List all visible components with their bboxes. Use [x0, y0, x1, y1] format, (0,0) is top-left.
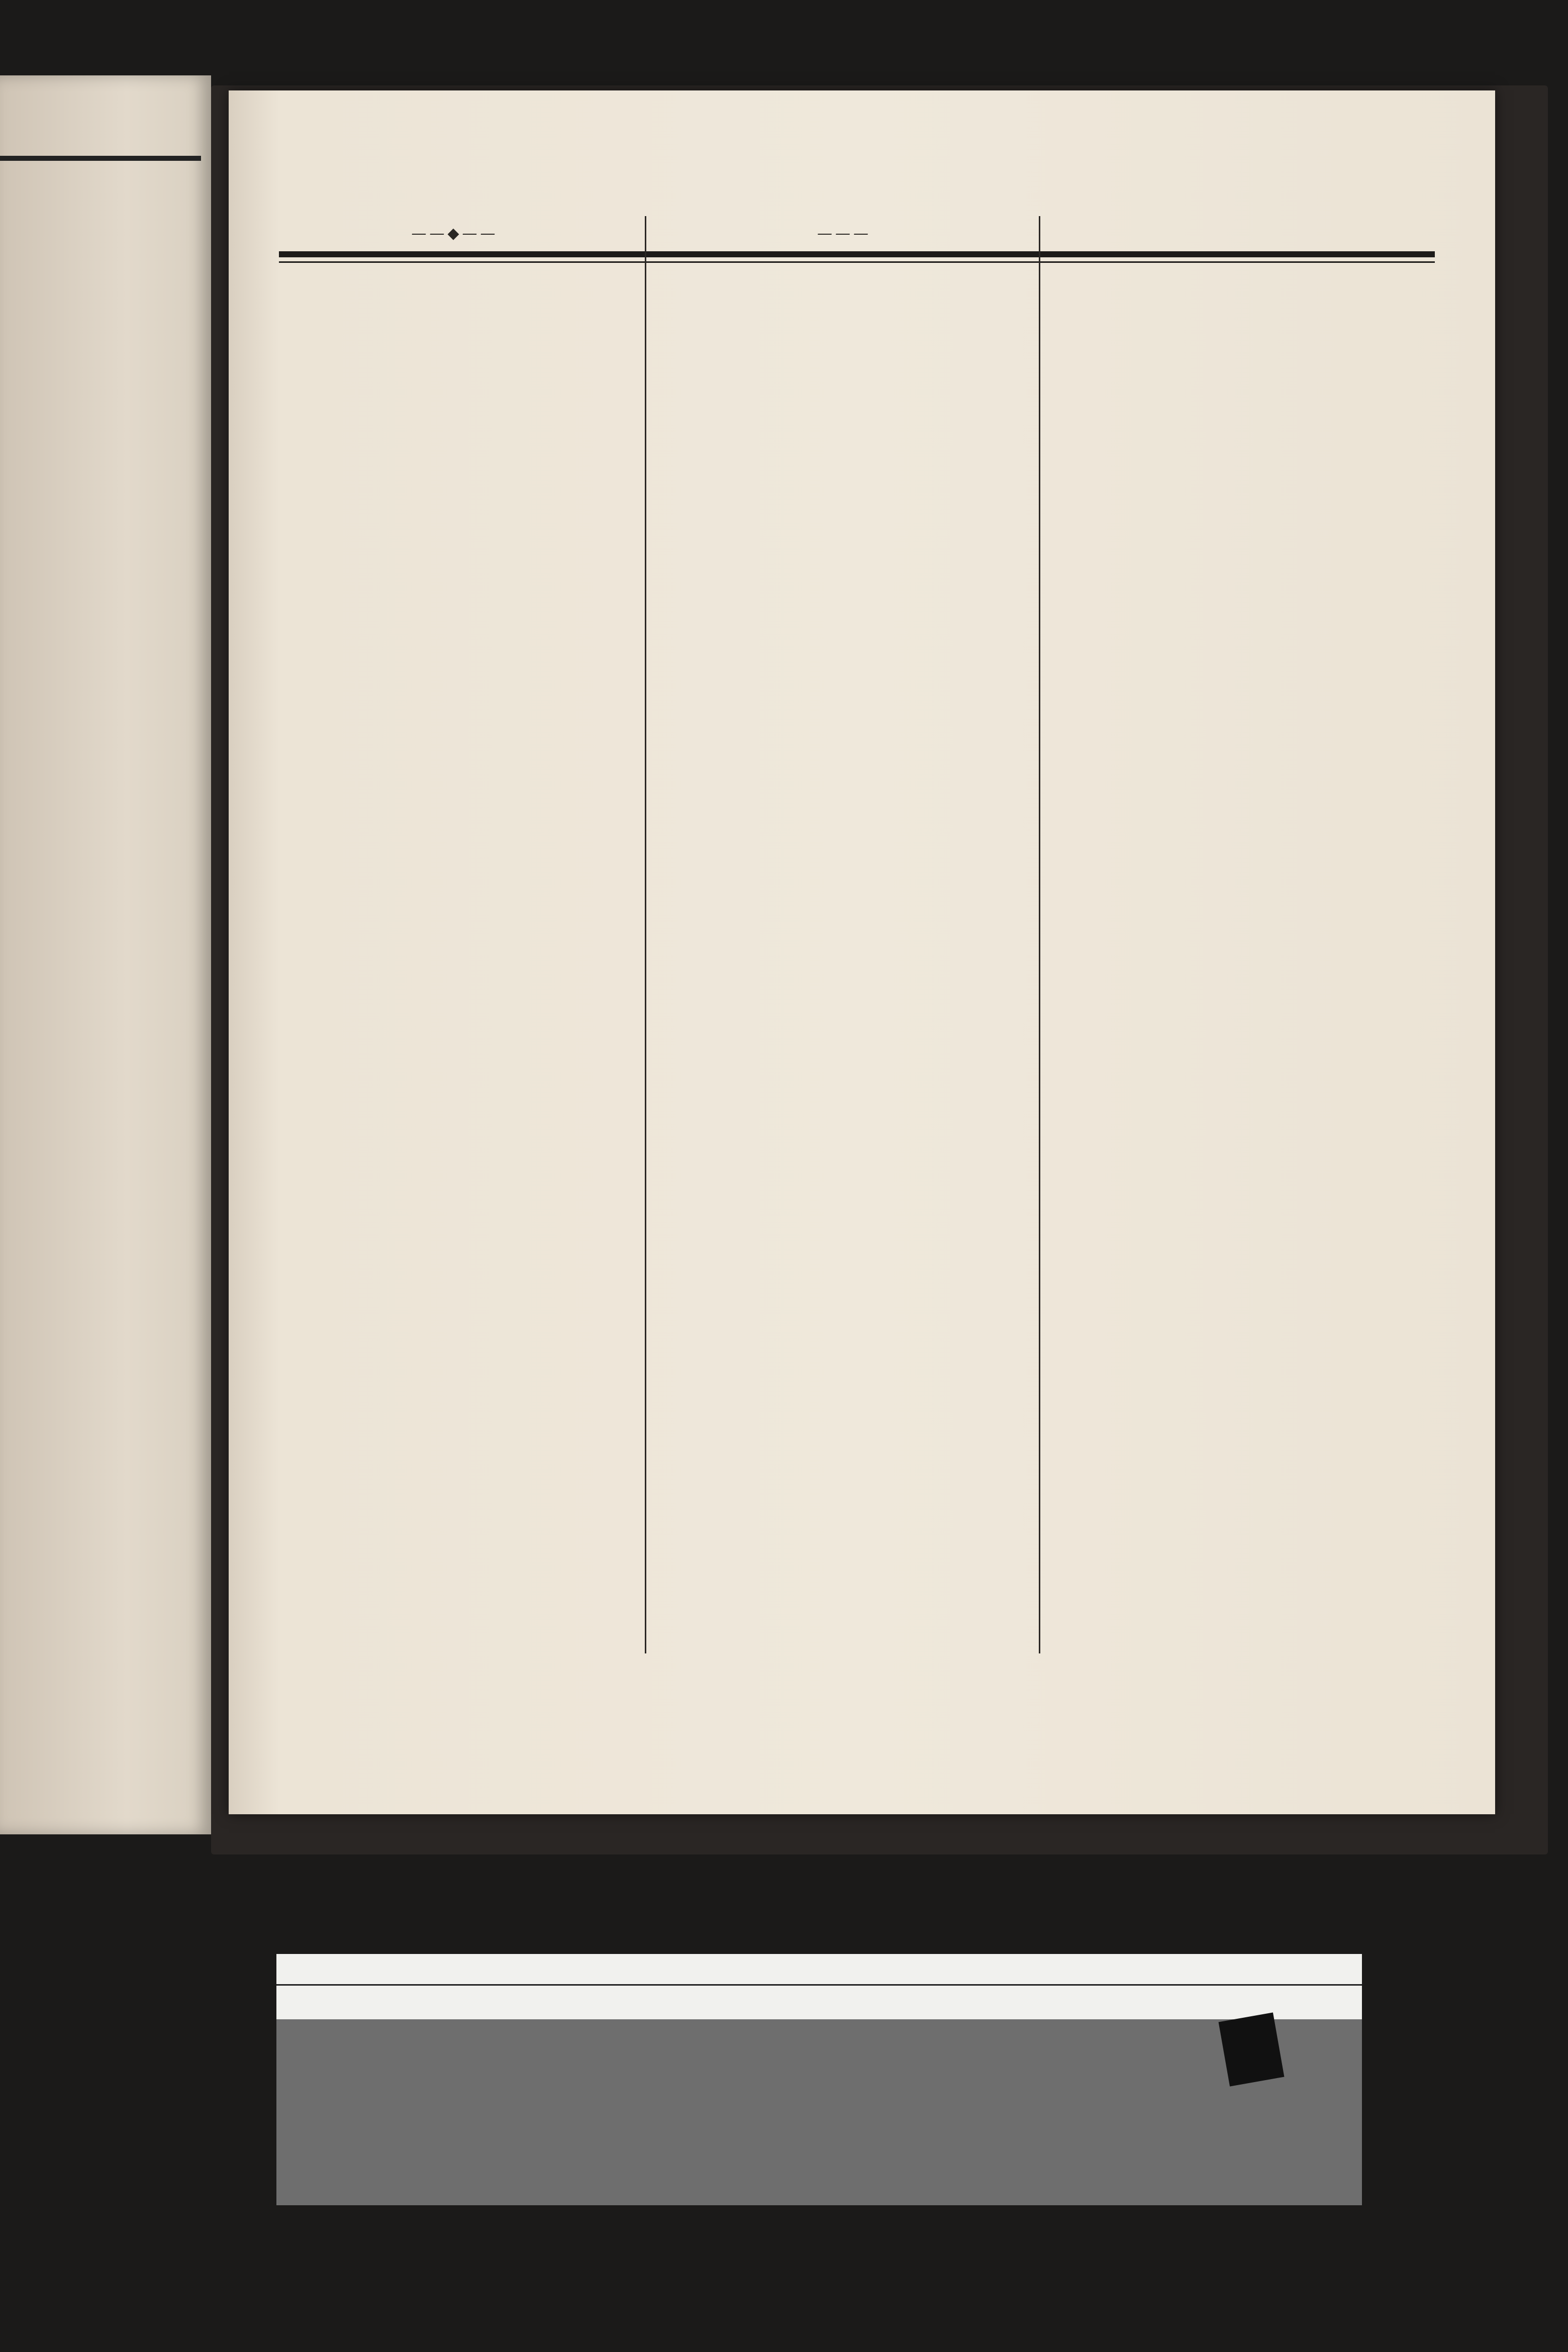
swatch-labels — [276, 2066, 1362, 2091]
swatches-dark-row — [276, 2173, 1362, 2261]
column-divider — [645, 216, 646, 1653]
page — [229, 90, 1495, 1814]
ornament-divider: ——— — [817, 225, 871, 242]
left-page-header-rule — [0, 156, 201, 161]
colour-chart — [276, 1954, 1362, 2205]
running-head — [229, 146, 1495, 206]
ruler — [276, 1954, 1362, 2019]
column-divider — [1039, 216, 1040, 1653]
column-1 — [279, 211, 631, 1709]
column-2 — [661, 211, 1028, 1709]
left-page-edge — [0, 75, 211, 1834]
ruler-midline — [276, 1984, 1362, 1986]
ornament-divider: ——◆—— — [411, 225, 499, 242]
column-3 — [1053, 211, 1425, 1709]
swatches-light-row — [276, 2095, 1362, 2173]
